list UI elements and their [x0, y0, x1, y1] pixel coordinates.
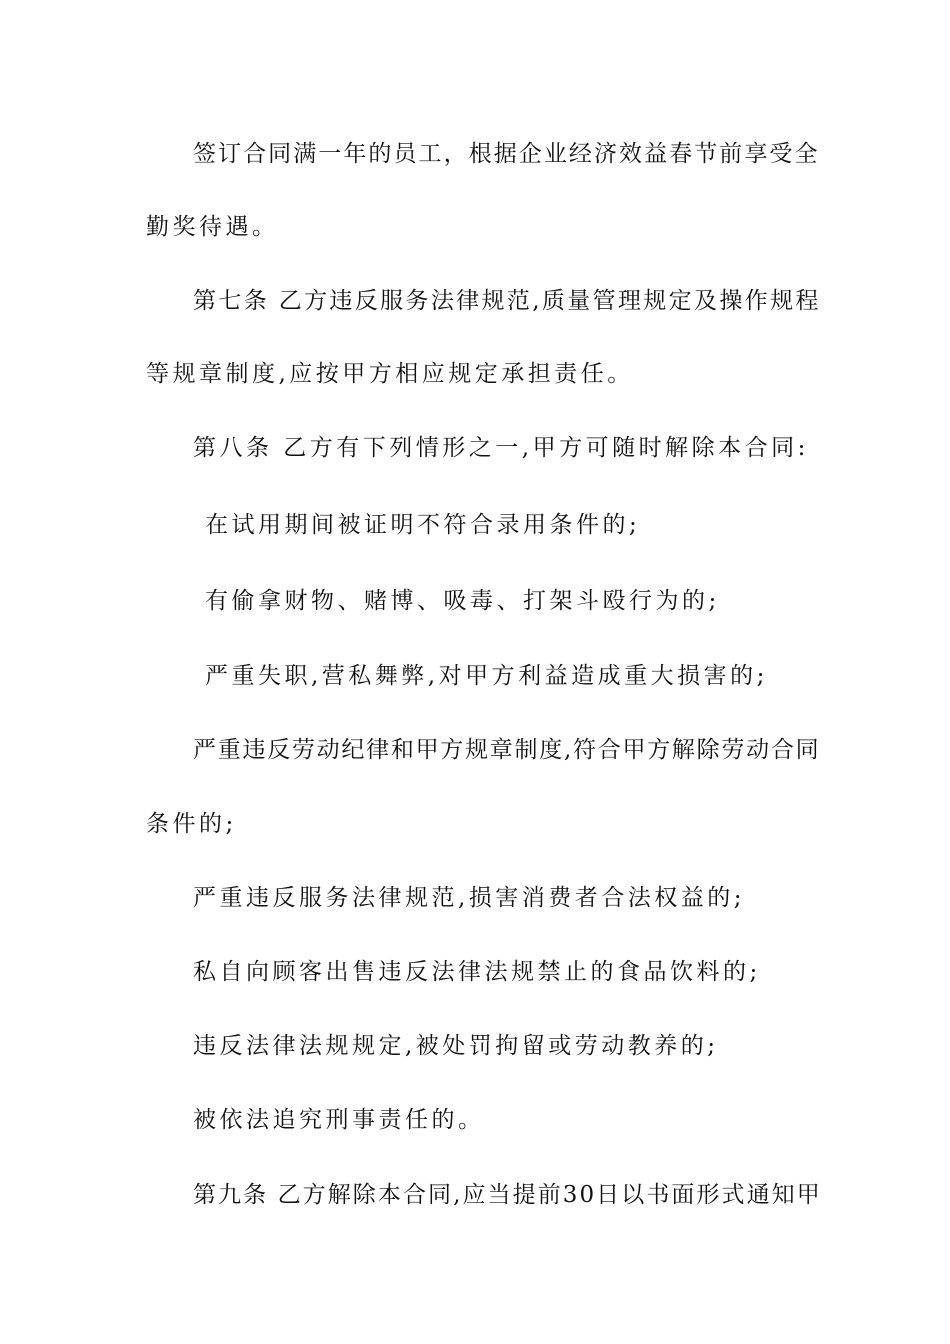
- text-line: 严重失职,营私舞弊,对甲方利益造成重大损害的;: [205, 663, 768, 689]
- text-line: 条件的;: [146, 811, 237, 837]
- text-line: 在试用期间被证明不符合录用条件的;: [205, 512, 641, 538]
- text-line: 第九条 乙方解除本合同,应当提前30日以书面形式通知甲: [193, 1182, 822, 1208]
- text-line: 违反法律法规规定,被处罚拘留或劳动教养的;: [193, 1033, 719, 1059]
- text-line: 等规章制度,应按甲方相应规定承担责任。: [146, 361, 634, 387]
- text-line: 签订合同满一年的员工，根据企业经济效益春节前享受全: [193, 141, 820, 167]
- text-line: 第八条 乙方有下列情形之一,甲方可随时解除本合同:: [193, 435, 809, 461]
- text-line: 严重违反服务法律规范,损害消费者合法权益的;: [193, 885, 746, 911]
- text-line: 勤奖待遇。: [146, 214, 279, 240]
- text-line: 有偷拿财物、赌博、吸毒、打架斗殴行为的;: [205, 588, 720, 614]
- text-line: 私自向顾客出售违反法律法规禁止的食品饮料的;: [193, 959, 761, 985]
- text-line: 严重违反劳动纪律和甲方规章制度,符合甲方解除劳动合同: [193, 737, 821, 763]
- text-line: 第七条 乙方违反服务法律规范,质量管理规定及操作规程: [193, 288, 821, 314]
- text-line: 被依法追究刑事责任的。: [193, 1107, 485, 1133]
